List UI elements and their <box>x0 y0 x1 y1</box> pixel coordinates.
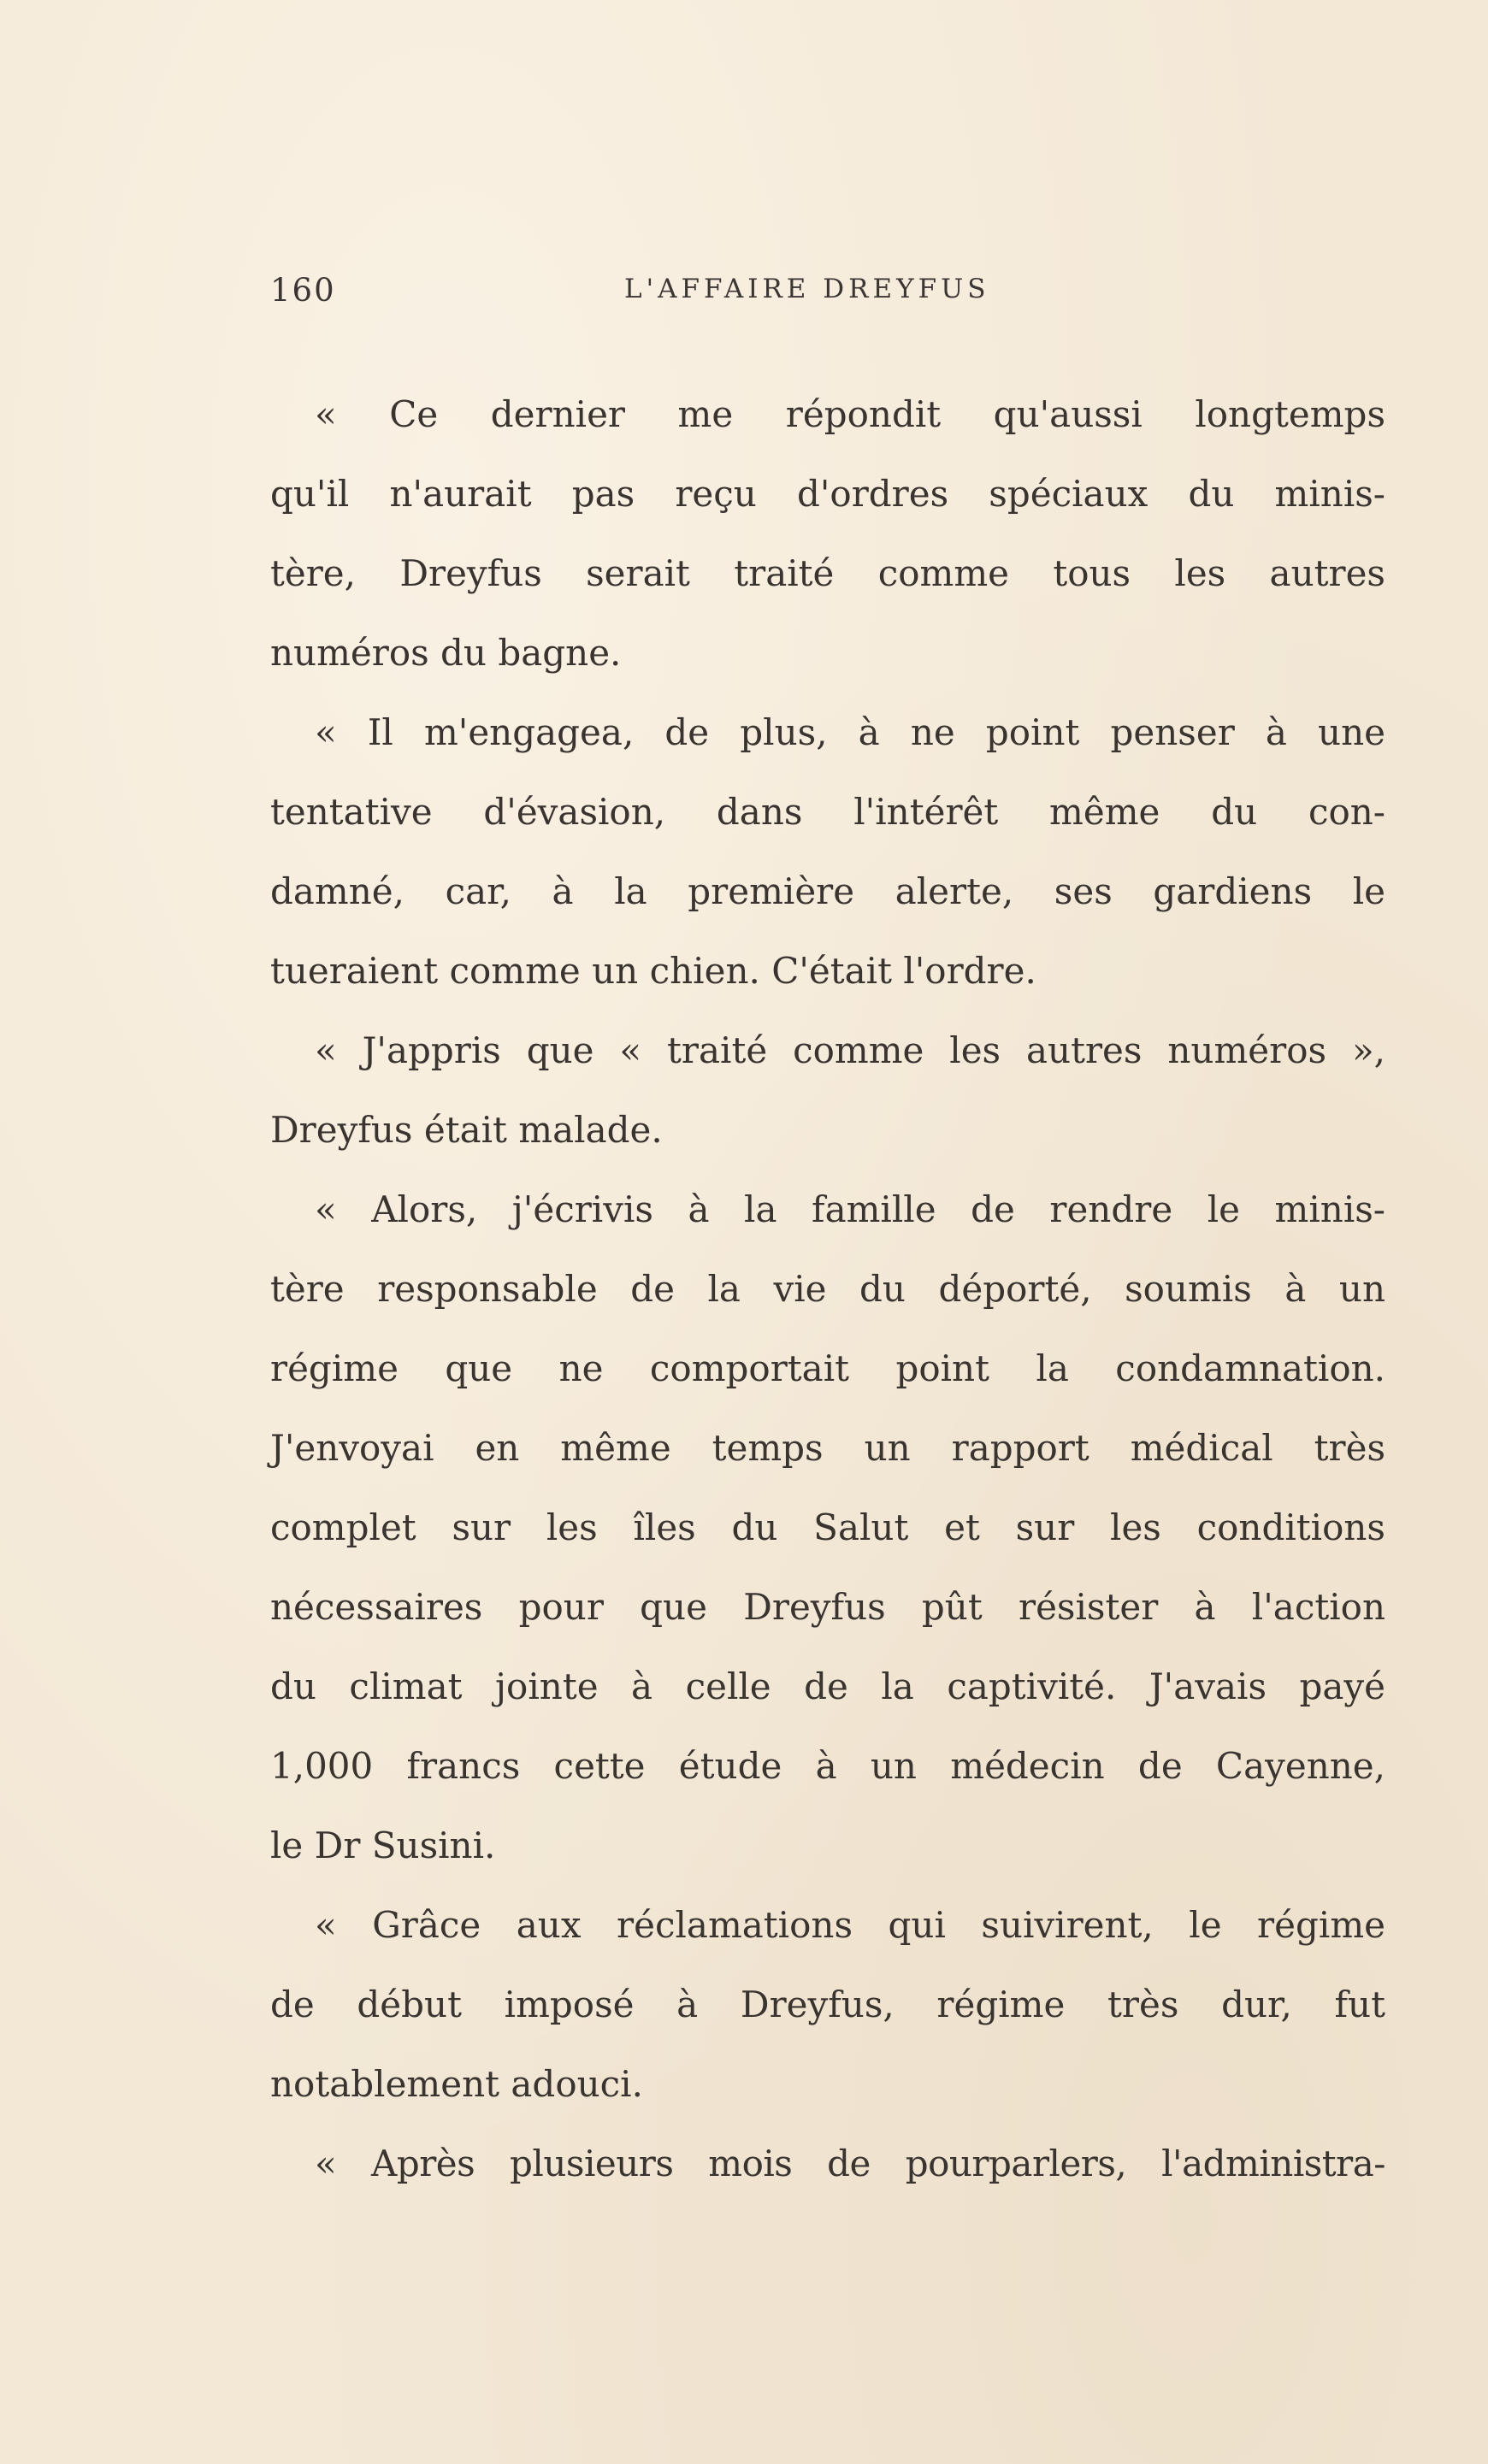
text-line: « Ce dernier me répondit qu'aussi longtemps <box>315 393 1385 435</box>
text-line: nécessaires pour que Dreyfus pût résister à l'action <box>270 1586 1385 1628</box>
body-text <box>270 374 1385 2203</box>
text-line: tère, Dreyfus serait traité comme tous les autres <box>270 552 1385 594</box>
text-line: 1,000 francs cette étude à un médecin de Cayenne, <box>270 1745 1385 1787</box>
text-line: tueraient comme un chien. C'était l'ordre. <box>270 950 1036 992</box>
text-line: complet sur les îles du Salut et sur les conditions <box>270 1506 1385 1548</box>
text-line: « Après plusieurs mois de pourparlers, l'administra- <box>315 2143 1385 2184</box>
text-line: « J'appris que « traité comme les autres numéros », <box>315 1029 1385 1071</box>
running-title: L'AFFAIRE DREYFUS <box>624 274 990 304</box>
text-line: Dreyfus était malade. <box>270 1109 663 1151</box>
text-line: « Il m'engagea, de plus, à ne point penser à une <box>315 711 1385 753</box>
text-line: qu'il n'aurait pas reçu d'ordres spéciaux du minis- <box>270 473 1385 515</box>
text-line: tentative d'évasion, dans l'intérêt même du con- <box>270 791 1385 833</box>
text-line: le Dr Susini. <box>270 1824 496 1866</box>
page-number: 160 <box>270 272 336 309</box>
text-line: damné, car, à la première alerte, ses gardiens le <box>270 870 1385 912</box>
text-line: « Alors, j'écrivis à la famille de rendre le minis- <box>315 1188 1385 1230</box>
text-line: numéros du bagne. <box>270 632 622 674</box>
text-line: J'envoyai en même temps un rapport médical très <box>270 1427 1385 1469</box>
text-line: tère responsable de la vie du déporté, soumis à un <box>270 1268 1385 1310</box>
text-line: régime que ne comportait point la condamnation. <box>270 1347 1385 1389</box>
text-line: notablement adouci. <box>270 2063 643 2105</box>
text-line: de début imposé à Dreyfus, régime très dur, fut <box>270 1984 1385 2025</box>
text-line: « Grâce aux réclamations qui suivirent, le régime <box>315 1904 1385 1946</box>
running-head <box>270 272 1385 320</box>
text-line: du climat jointe à celle de la captivité. J'avais payé <box>270 1665 1385 1707</box>
